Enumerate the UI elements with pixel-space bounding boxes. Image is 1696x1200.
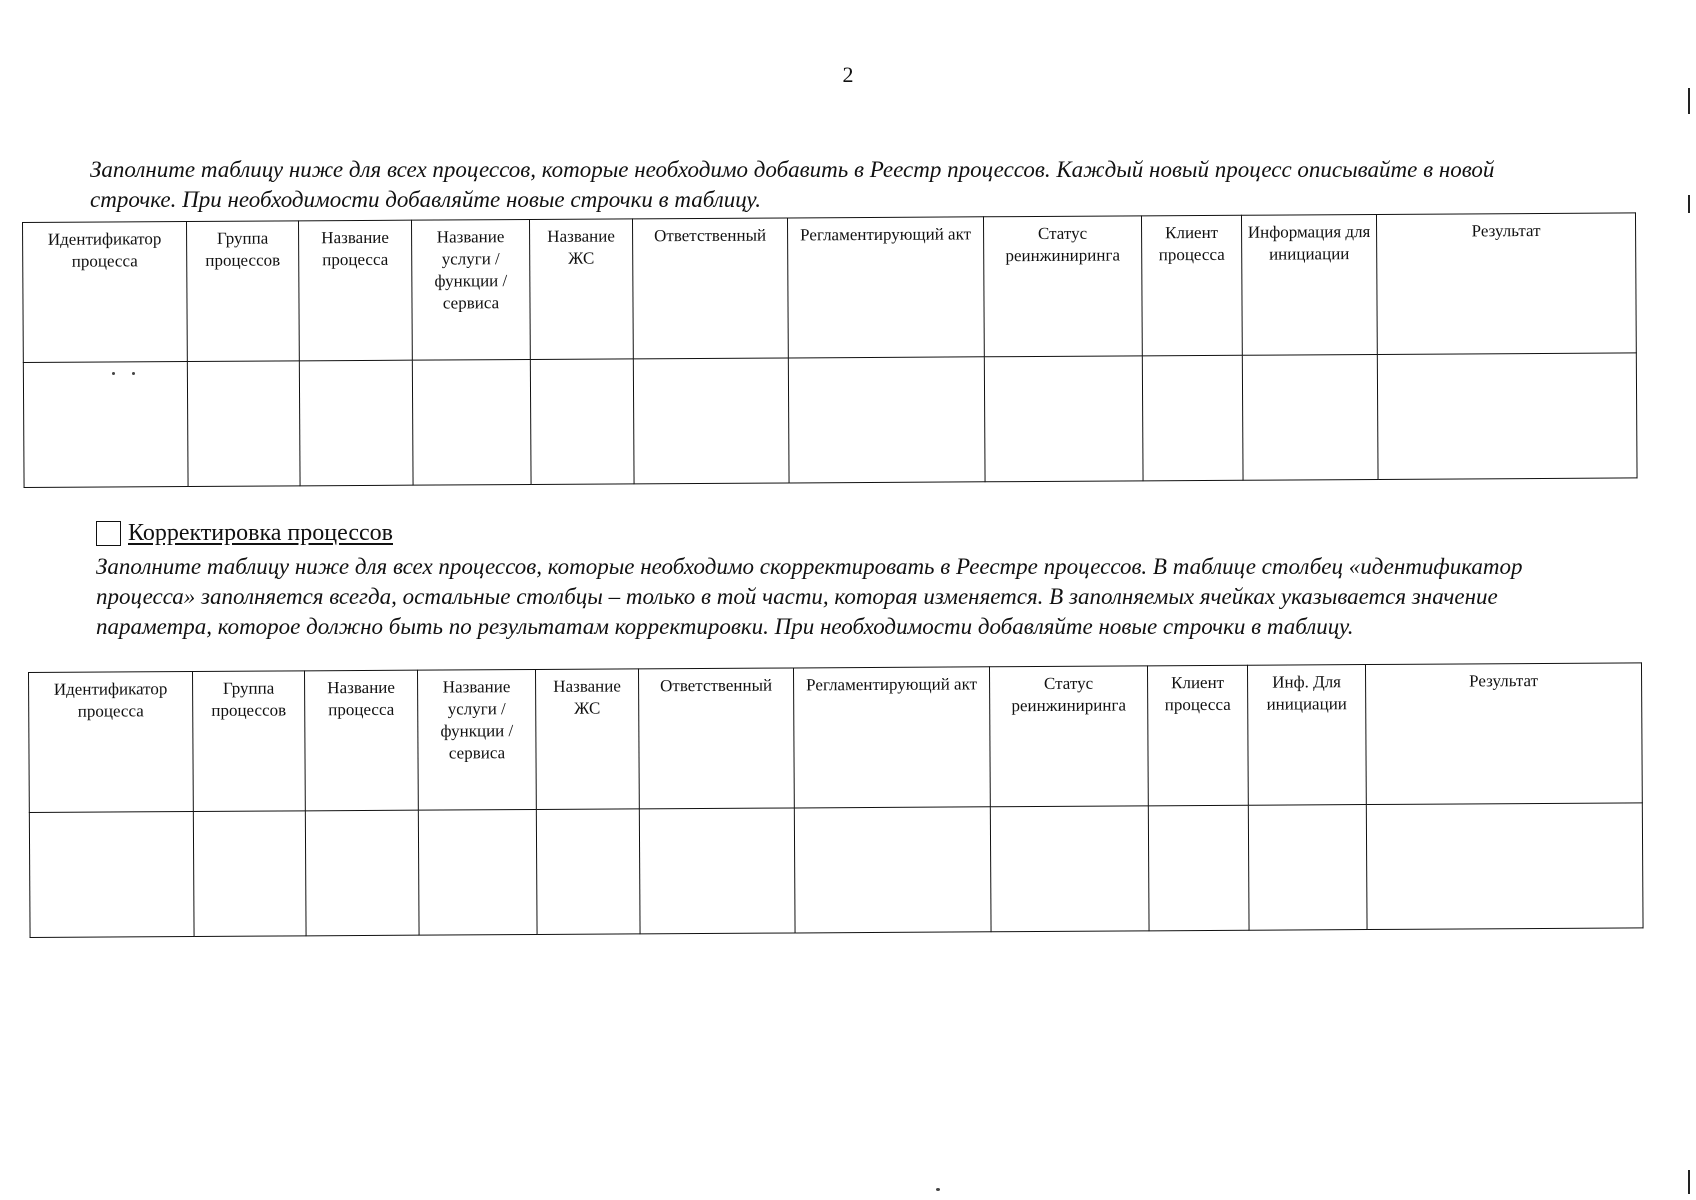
table-cell[interactable] [29, 812, 194, 938]
table-cell[interactable] [23, 362, 188, 488]
table-row [23, 353, 1637, 488]
table-cell[interactable] [1142, 355, 1243, 481]
table-header-row [29, 663, 1643, 813]
table-cell[interactable] [1366, 803, 1643, 930]
table-cell[interactable] [299, 360, 413, 486]
scan-edge-mark [1688, 88, 1690, 114]
column-header: Инф. Для инициации [1247, 665, 1366, 806]
table-cell[interactable] [1377, 353, 1637, 480]
column-header: Ответственный [638, 668, 794, 809]
column-header: Результат [1376, 213, 1636, 355]
column-header: Клиент процесса [1147, 665, 1248, 806]
correction-table [28, 662, 1644, 938]
scan-speck [936, 1188, 940, 1191]
table-cell[interactable] [1242, 354, 1378, 480]
column-header: Клиент процесса [1141, 215, 1242, 356]
page-number: 2 [842, 62, 854, 87]
column-header: Название ЖС [535, 669, 639, 810]
column-header: Группа процессов [187, 221, 300, 362]
table-cell[interactable] [305, 810, 419, 936]
table-header-row [23, 213, 1637, 363]
table-cell[interactable] [633, 358, 789, 484]
table-cell[interactable] [536, 809, 640, 935]
column-header: Ответственный [632, 218, 788, 359]
column-header: Название ЖС [529, 219, 633, 360]
new-processes-table [22, 212, 1638, 488]
column-header: Результат [1365, 663, 1642, 805]
correction-instruction: Заполните таблицу ниже для всех процессов, которые необходимо скорректировать в Реестре процессов. В таблице столбец «идентификатор процесса» заполняется всегда, остальные столбцы – только в той части, которая изменяется. В заполняемых ячейках указывается значение параметра, которое должно быть по результатам корректировки. При необходимости добавляйте новые строчки в таблицу. [96, 554, 1523, 639]
column-header: Группа процессов [193, 671, 306, 812]
table-cell[interactable] [984, 356, 1143, 482]
scan-speck [112, 372, 115, 375]
table-cell[interactable] [530, 359, 634, 485]
new-processes-instruction: Заполните таблицу ниже для всех процессов, которые необходимо добавить в Реестр процессов. Каждый новый процесс описывайте в новой строчке. При необходимости добавляйте новые строчки в таблицу. [90, 157, 1495, 212]
column-header: Статус реинжиниринга [989, 666, 1148, 807]
table-cell[interactable] [788, 357, 985, 483]
table-cell[interactable] [990, 806, 1149, 932]
scan-edge-mark [1688, 1170, 1690, 1194]
column-header: Информация для инициации [1241, 214, 1377, 355]
table-row [29, 803, 1643, 938]
table-cell[interactable] [193, 811, 306, 937]
table-cell[interactable] [418, 809, 537, 935]
table-cell[interactable] [1148, 805, 1249, 931]
table-cell[interactable] [794, 807, 991, 933]
table-cell[interactable] [639, 808, 795, 934]
correction-heading-text: Корректировка процессов [128, 520, 393, 546]
correction-section-heading [96, 520, 393, 547]
column-header: Название процесса [304, 670, 418, 811]
correction-checkbox[interactable] [96, 521, 121, 546]
column-header: Регламентирующий акт [793, 667, 990, 808]
table-cell[interactable] [1248, 805, 1367, 931]
column-header: Регламентирующий акт [787, 217, 984, 358]
column-header: Название услуги / функции / сервиса [417, 669, 536, 810]
column-header: Идентификатор процесса [29, 672, 194, 813]
column-header: Название процесса [298, 220, 412, 361]
scan-speck [132, 372, 135, 375]
table-cell[interactable] [187, 361, 300, 487]
column-header: Идентификатор процесса [23, 222, 188, 363]
column-header: Статус реинжиниринга [983, 216, 1142, 357]
scan-edge-mark [1688, 195, 1690, 213]
column-header: Название услуги / функции / сервиса [411, 219, 530, 360]
table-cell[interactable] [412, 359, 531, 485]
